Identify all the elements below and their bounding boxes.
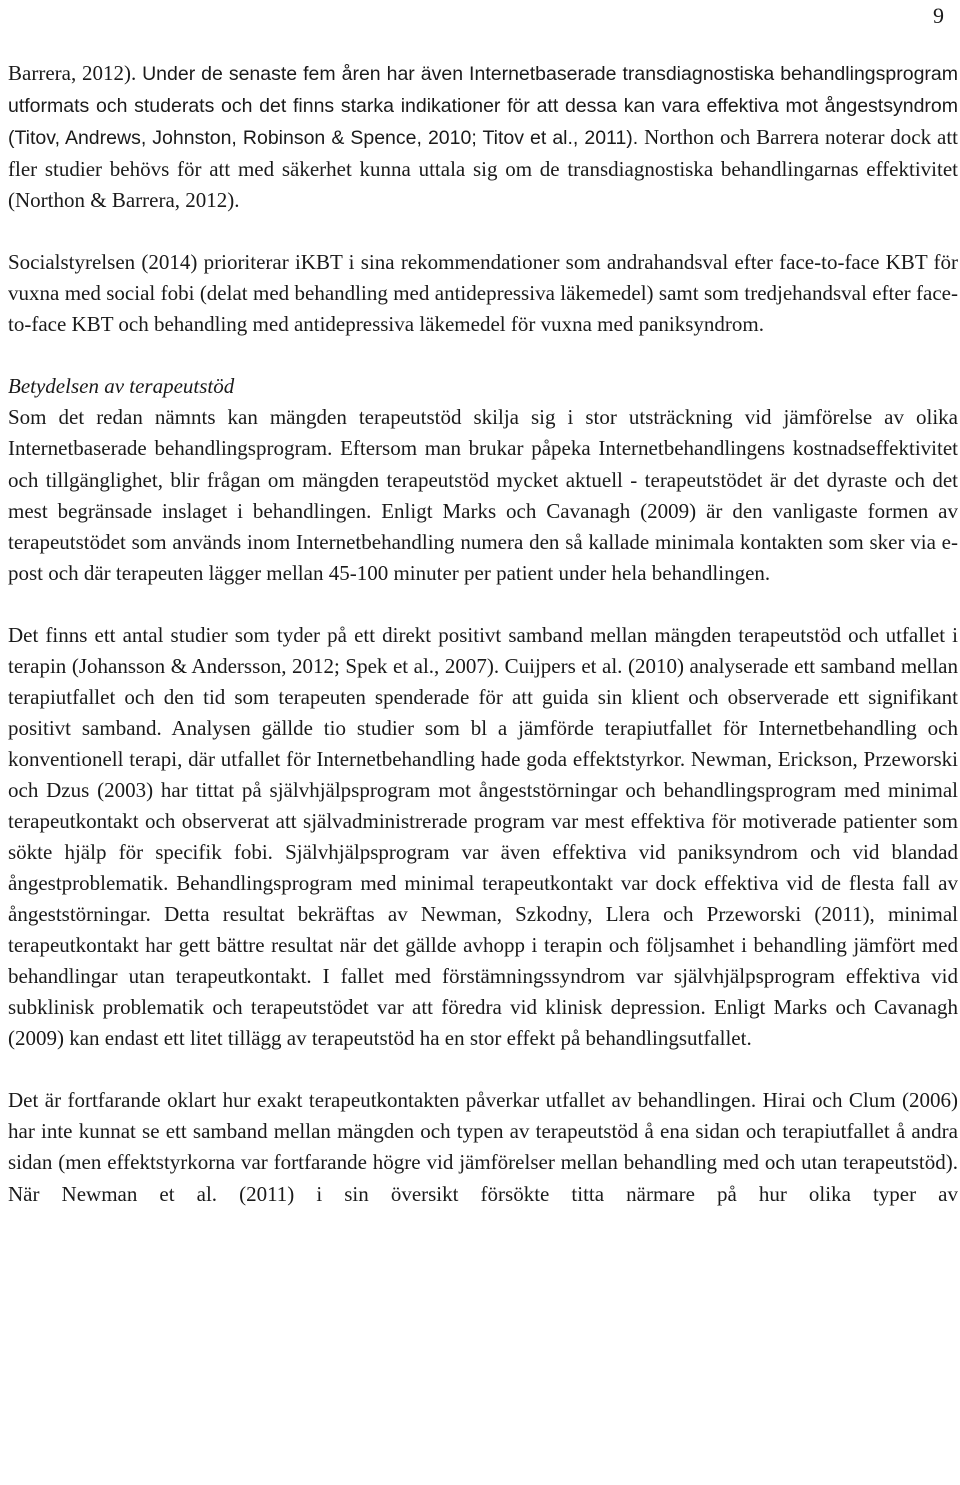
- paragraph-terapeutstod: Som det redan nämnts kan mängden terapeutstöd skilja sig i stor utsträckning vid jämförelse av olika Internetbaserade behandlingsprogram. Eftersom man brukar påpeka Internetbehandlingens kostnadseffektivitet och tillgänglighet, blir frågan om mängden terapeutstöd mycket aktuell - terapeutstödet är det dyraste och det mest begränsade inslaget i behandlingen. Enligt Marks och Cavanagh (2009) är den vanligaste formen av terapeutstödet som används inom Internetbehandling numera den så kallade minimala kontakten som sker via e-post och där terapeuten lägger mellan 45-100 minuter per patient under hela behandlingen.: [8, 405, 958, 585]
- body-text: [8, 58, 958, 1210]
- paragraph-socialstyrelsen: Socialstyrelsen (2014) prioriterar iKBT i sina rekommendationer som andrahandsval efter face-to-face KBT för vuxna med social fobi (delat med behandling med antidepressiva läkemedel) samt som tredjehandsval efter face-to-face KBT och behandling med antidepressiva läkemedel för vuxna med paniksyndrom.: [8, 250, 958, 337]
- paragraph-studier: Det finns ett antal studier som tyder på ett direkt positivt samband mellan mängden terapeutstöd och utfallet i terapin (Johansson & Andersson, 2012; Spek et al., 2007). Cuijpers et al. (2010) analyserade ett samband mellan terapiutfallet och den tid som terapeuten spenderade för att guida sin klient och observerade ett signifikant positivt samband. Analysen gällde tio studier som bl a jämförde terapiutfallet för Internetbehandling och konventionell terapi, där utfallet för Internetbehandling hade goda effektstyrkor. Newman, Erickson, Przeworski och Dzus (2003) har tittat på självhjälpsprogram mot ångeststörningar och behandlingsprogram med minimal terapeutkontakt och observerat att självadministrerade program var mest effektiva för motiverade patienter som sökte hjälp för specifik fobi. Självhjälpsprogram var även effektiva vid paniksyndrom och vid blandad ångestproblematik. Behandlingsprogram med minimal terapeutkontakt var dock effektiva vid de flesta fall av ångeststörningar. Detta resultat bekräftas av Newman, Szkodny, Llera och Przeworski (2011), minimal terapeutkontakt har gett bättre resultat när det gällde avhopp i terapin och följsamhet i behandling jämfört med behandlingar utan terapeutkontakt. I fallet med förstämningssyndrom var självhjälpsprogram effektiva vid subklinisk problematik och terapeutstödet var att föredra vid klinisk depression. Enligt Marks och Cavanagh (2009) kan endast ett litet tillägg av terapeutstöd ha en stor effekt på behandlingsutfallet.: [8, 622, 958, 1051]
- section-heading: Betydelsen av terapeutstöd: [8, 374, 235, 399]
- paragraph-spacer: [8, 589, 958, 620]
- document-page: [8, 0, 958, 1485]
- paragraph-text-segment: Barrera, 2012).: [8, 61, 143, 85]
- paragraph-text-segment: Under de senaste fem åren har även Internetbaserade transdiagnostiska behandlingsprogram utformats och studerats och det finns starka indikationer för att dessa kan vara effektiva mot ångestsyndrom: [8, 63, 958, 118]
- paragraph-oklart: Det är fortfarande oklart hur exakt terapeutkontakten påverkar utfallet av behandlingen. Hirai och Clum (2006) har inte kunnat se ett samband mellan mängden och typen av terapeutstöd å ena sidan och terapiutfallet å andra sidan (men effektstyrkorna var fortfarande högre vid jämförelser mellan behandling med och utan terapeutstöd). När Newman et al. (2011) i sin översikt försökte titta närmare på hur olika typer av: [8, 1088, 958, 1206]
- paragraph-spacer: [8, 1054, 958, 1085]
- paragraph-continued: [8, 58, 958, 216]
- citation: (Titov, Andrews, Johnston, Robinson & Spence, 2010; Titov et al., 2011).: [8, 127, 639, 150]
- paragraph-spacer: [8, 340, 958, 371]
- paragraph-spacer: [8, 216, 958, 247]
- paragraph-text-segment: Northon och Barrera noterar dock att fler studier behövs för att med säkerhet kunna uttala sig om de transdiagnostiska behandlingarnas effektivitet (Northon & Barrera, 2012).: [8, 125, 958, 213]
- page-number: 9: [933, 3, 944, 28]
